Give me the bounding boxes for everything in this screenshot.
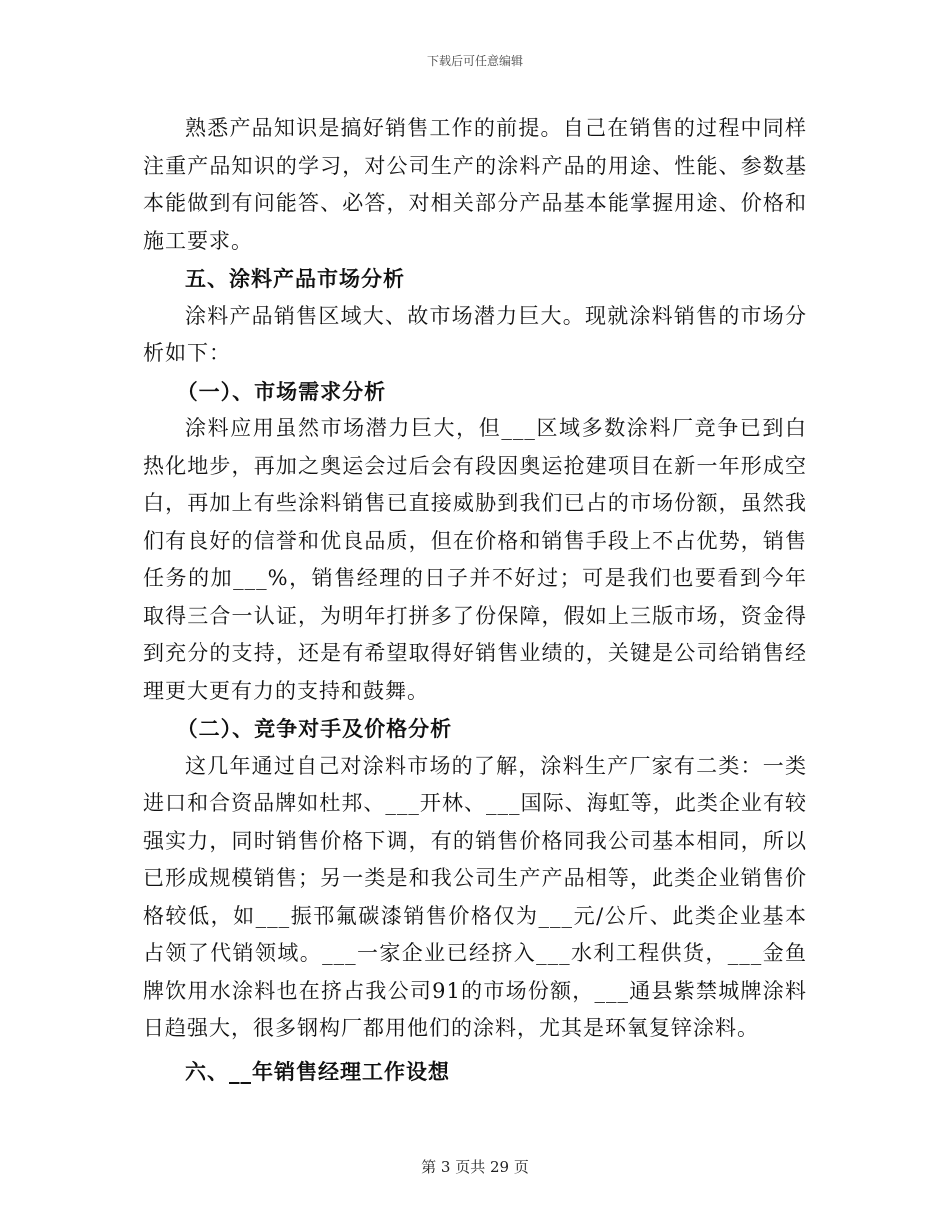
subheading-competitors-price: （二）、竞争对手及价格分析 [176,716,453,741]
page-header: 下载后可任意编辑 [426,54,523,68]
paragraph-competitors: 这几年通过自己对涂料市场的了解，涂料生产厂家有二类：一类进口和合资品牌如杜邦、___开林、___国际、海虹等，此类企业有较强实力，同时销售价格下调，有的销售价格同我公司基本相同，所以已形成规模销售；另一类是和我公司生产产品相等，此类企业销售价格较低，如___振邗氟碳漆销售价格仅为___元/公斤、此类企业基本占领了代销领域。___一家企业已经挤入___水利工程供货，___金鱼牌饮用水涂料也在挤占我公司91的市场份额，___通县紫禁城牌涂料日趋强大，很多钢构厂都用他们的涂料，尤其是环氧复锌涂料。 [143,753,807,1040]
document-body [143,110,807,1090]
section-heading-work-plan: 六、__年销售经理工作设想 [185,1058,450,1084]
paragraph-product-knowledge: 熟悉产品知识是搞好销售工作的前提。自己在销售的过程中同样注重产品知识的学习，对公司生产的涂料产品的用途、性能、参数基本能做到有问能答、必答，对相关部分产品基本能掌握用途、价格和施工要求。 [143,116,807,253]
subheading-market-demand: （一）、市场需求分析 [176,378,387,404]
section-heading-market-analysis: 五、涂料产品市场分析 [185,266,405,291]
page-number: 第 3 页共 29 页 [421,1158,529,1176]
paragraph-market-intro: 涂料产品销售区域大、故市场潜力巨大。现就涂料销售的市场分析如下： [143,303,807,365]
paragraph-market-demand: 涂料应用虽然市场潜力巨大，但___区域多数涂料厂竞争已到白热化地步，再加之奥运会过后会有段因奥运抢建项目在新一年形成空白，再加上有些涂料销售已直接威胁到我们已占的市场份额，虽然我们有良好的信誉和优良品质，但在价格和销售手段上不占优势，销售任务的加___%，销售经理的日子并不好过；可是我们也要看到今年取得三合一认证，为明年打拼多了份保障，假如上三版市场，资金得到充分的支持，还是有希望取得好销售业绩的，关键是公司给销售经理更大更有力的支持和鼓舞。 [143,416,807,703]
